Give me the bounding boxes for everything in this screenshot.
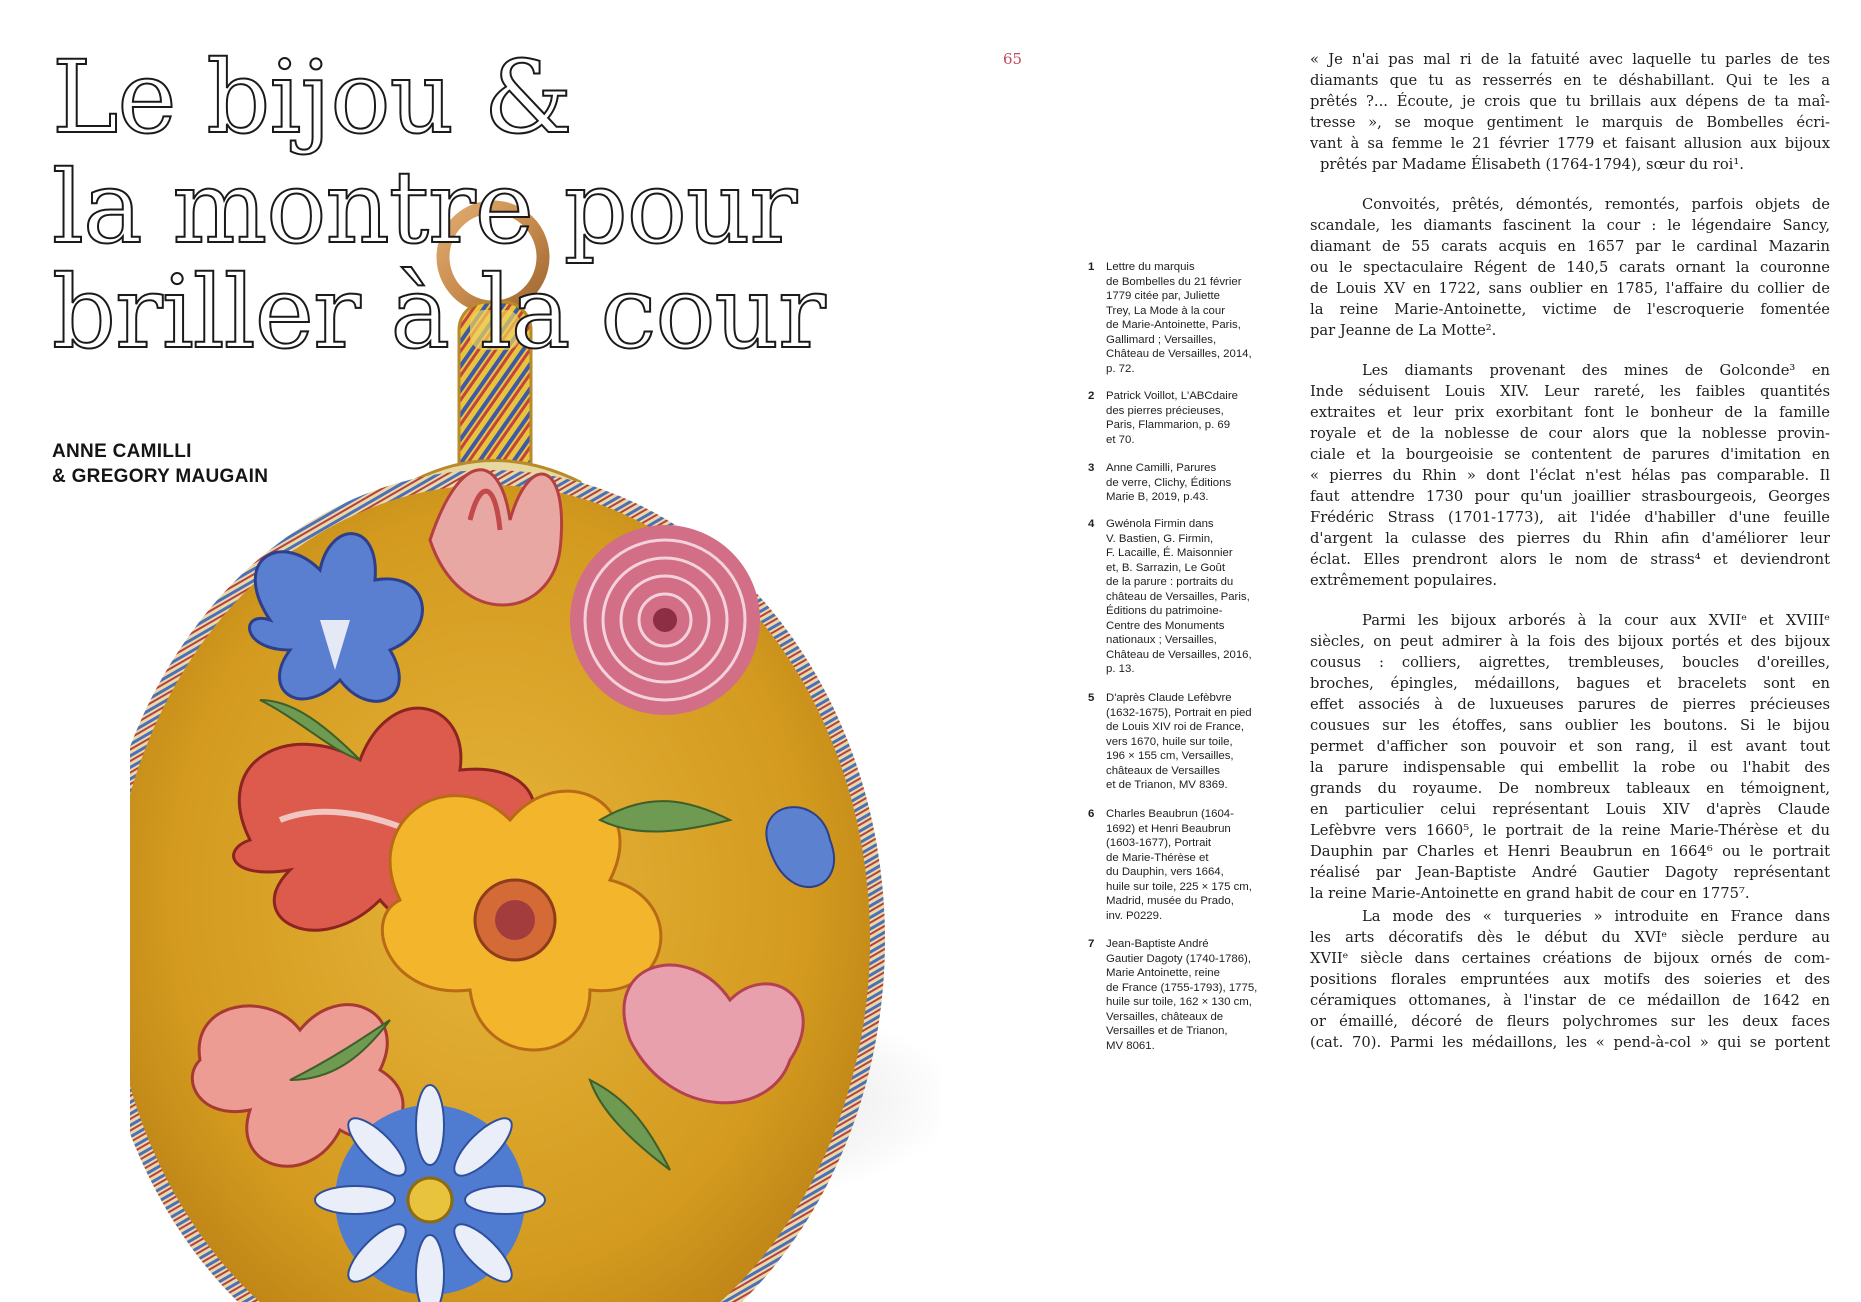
body-line: prêtés par Madame Élisabeth (1764-1794), sœur du roi¹. [1320, 156, 1744, 173]
body-line: permet d'afficher son pouvoir et son rang, il est avant tout [1310, 738, 1830, 755]
body-line: en particulier celui représentant Louis XIV d'après Claude [1310, 801, 1830, 818]
body-line: faut attendre 1730 pour qu'un joaillier strasbourgeois, Georges [1310, 488, 1830, 505]
body-line: cousus : colliers, aigrettes, trembleuses, boucles d'oreilles, [1310, 654, 1830, 671]
footnote-1 [1088, 260, 1284, 376]
body-line: extrêmement populaires. [1310, 572, 1498, 589]
title-line-1: Le bijou & [52, 39, 572, 156]
body-text-column [1310, 49, 1830, 1053]
body-line: scandale, les diamants fascinent la cour : le légendaire Sancy, [1310, 217, 1830, 234]
body-line: Les diamants provenant des mines de Golconde³ en [1362, 362, 1830, 379]
footnote-line: inv. P0229. [1106, 909, 1163, 922]
footnote-line: p. 13. [1106, 663, 1135, 675]
body-line: diamants que tu as resserrés en te déshabillant. Qui te les a [1310, 72, 1830, 89]
body-line: Lefèbvre vers 1660⁵, le portrait de la reine Marie-Thérèse et du [1310, 822, 1830, 839]
footnote-line: Paris, Flammarion, p. 69 [1106, 419, 1231, 431]
body-line: par Jeanne de La Motte². [1310, 322, 1497, 339]
footnote-line: de Marie-Antoinette, Paris, [1106, 319, 1241, 331]
footnote-line: et, B. Sarrazin, Le Goût [1106, 561, 1226, 574]
footnote-line: châteaux de Versailles [1106, 764, 1220, 777]
footnote-line: château de Versailles, Paris, [1106, 590, 1250, 603]
author-line-2: & GREGORY MAUGAIN [52, 466, 269, 487]
footnote-line: nationaux ; Versailles, [1106, 634, 1217, 646]
body-line: vant à sa femme le 21 février 1779 et faisant allusion aux bijoux [1310, 135, 1830, 152]
body-line: extraites et leur prix exorbitant font le bonheur de la famille [1310, 404, 1830, 421]
footnote-4 [1088, 517, 1284, 677]
body-line: Inde séduisent Louis XIV. Leur rareté, les faibles quantités [1310, 383, 1830, 400]
body-line: tresse », se moque gentiment le marquis de Bombelles écri- [1310, 114, 1830, 131]
author-line-1: ANNE CAMILLI [52, 441, 192, 462]
footnote-3 [1088, 461, 1284, 505]
body-line: grands du royaume. De nombreux tableaux en témoignent, [1310, 780, 1830, 797]
body-line: la reine Marie-Antoinette, victime de l'escroquerie fomentée [1310, 301, 1830, 318]
footnote-line: Château de Versailles, 2014, [1106, 348, 1252, 360]
footnote-7 [1088, 937, 1284, 1053]
footnote-line: de Bombelles du 21 février [1106, 275, 1242, 288]
footnote-line: de la parure : portraits du [1106, 576, 1234, 588]
body-line: royale et de la noblesse de cour alors que la noblesse provin- [1310, 425, 1830, 442]
body-line: de Louis XV en 1722, sans oublier en 1785, l'affaire du collier de [1310, 280, 1830, 297]
body-line: Parmi les bijoux arborés à la cour aux XVIIᵉ et XVIIIᵉ [1362, 612, 1830, 629]
body-line: effet associés à de luxueuses parures de pierres précieuses [1310, 696, 1830, 713]
footnote-line: Versailles, châteaux de [1106, 1010, 1224, 1023]
footnote-line: Centre des Monuments [1106, 619, 1225, 632]
body-line: Dauphin par Charles et Henri Beaubrun en 1664⁶ ou le portrait [1310, 843, 1830, 860]
footnote-line: Anne Camilli, Parures [1106, 462, 1217, 474]
body-line: la reine Marie-Antoinette en grand habit de cour en 1775⁷. [1310, 885, 1750, 902]
footnote-line: du Dauphin, vers 1664, [1106, 866, 1224, 878]
body-line: la parure indispensable qui embellit la robe ou l'habit des [1310, 759, 1830, 776]
footnote-line: Charles Beaubrun (1604- [1106, 808, 1234, 820]
body-line: prêtés ?... Écoute, je crois que tu brillais aux dépens de ta maî- [1310, 93, 1830, 110]
footnote-line: V. Bastien, G. Firmin, [1106, 532, 1214, 545]
body-line: ou le spectaculaire Régent de 140,5 carats ornant la couronne [1310, 259, 1830, 276]
paragraph-2 [1310, 194, 1830, 341]
footnote-line: F. Lacaille, É. Maisonnier [1106, 547, 1233, 559]
footnote-line: de verre, Clichy, Éditions [1106, 476, 1232, 489]
footnote-line: p. 72. [1106, 362, 1135, 375]
footnote-line: et de Trianon, MV 8369. [1106, 779, 1228, 791]
body-line: réalisé par Jean-Baptiste André Gautier Dagoty représentant [1310, 864, 1830, 881]
footnote-number: 3 [1088, 462, 1095, 474]
footnote-number: 7 [1088, 938, 1095, 950]
body-line: XVIIᵉ siècle dans certaines créations de bijoux ornés de com- [1310, 950, 1830, 967]
body-line: diamant de 55 carats acquis en 1657 par le cardinal Mazarin [1310, 238, 1830, 255]
footnote-line: Gautier Dagoty (1740-1786), [1106, 952, 1251, 965]
title-line-3: briller à la cour [52, 254, 825, 371]
body-line: les arts décoratifs dès le début du XVIᵉ siècle perdure au [1310, 929, 1830, 946]
footnote-line: 1692) et Henri Beaubrun [1106, 822, 1231, 835]
footnote-line: Trey, La Mode à la cour [1106, 304, 1226, 317]
footnote-number: 4 [1088, 518, 1095, 530]
footnote-line: 1779 citée par, Juliette [1106, 290, 1220, 302]
footnote-5 [1088, 691, 1284, 793]
footnote-2 [1088, 389, 1284, 447]
footnote-line: MV 8061. [1106, 1039, 1155, 1052]
body-line: or émaillé, décoré de fleurs polychromes sur les deux faces [1310, 1013, 1830, 1030]
footnote-line: de Louis XIV roi de France, [1106, 721, 1245, 733]
footnote-line: Éditions du patrimoine- [1106, 605, 1223, 617]
footnote-number: 6 [1088, 808, 1095, 820]
body-line: (cat. 70). Parmi les médaillons, les « pend-à-col » qui se portent [1310, 1034, 1830, 1051]
footnote-line: Madrid, musée du Prado, [1106, 895, 1234, 907]
footnote-line: 196 × 155 cm, Versailles, [1106, 750, 1234, 762]
footnote-line: Lettre du marquis [1106, 261, 1195, 273]
footnote-line: Gwénola Firmin dans [1106, 518, 1214, 530]
paragraph-5 [1310, 906, 1830, 1053]
body-line: broches, épingles, médaillons, bagues et bracelets sont en [1310, 675, 1830, 692]
title-line-2: la montre pour [52, 149, 797, 266]
page-number: 65 [1003, 50, 1023, 68]
body-line: éclat. Elles prendront alors le nom de strass⁴ et deviendront [1310, 551, 1830, 568]
body-line: céramiques ottomanes, à l'instar de ce médaillon de 1642 en [1310, 992, 1830, 1009]
body-line: « pierres du Rhin » dont l'éclat n'est hélas pas comparable. Il [1310, 467, 1830, 484]
paragraph-3 [1310, 360, 1830, 591]
body-line: siècles, on peut admirer à la fois des bijoux portés et des bijoux [1310, 633, 1830, 650]
body-line: Frédéric Strass (1701-1773), ait l'idée d'habiller d'une feuille [1310, 509, 1830, 526]
footnote-line: Jean-Baptiste André [1106, 938, 1209, 950]
body-line: ciale et la bourgeoisie se contentent de parures d'imitation en [1310, 446, 1830, 463]
footnote-line: huile sur toile, 162 × 130 cm, [1106, 996, 1252, 1008]
footnote-line: de France (1755-1793), 1775, [1106, 981, 1258, 994]
body-line: cousues sur les étoffes, sans oublier les boutons. Si le bijou [1310, 717, 1830, 734]
footnote-6 [1088, 807, 1284, 923]
footnote-line: Château de Versailles, 2016, [1106, 648, 1252, 661]
footnote-line: Marie B, 2019, p.43. [1106, 491, 1209, 503]
footnote-number: 1 [1088, 261, 1095, 273]
body-line: d'argent la culasse des pierres du Rhin afin d'améliorer leur [1310, 530, 1830, 547]
footnote-line: huile sur toile, 225 × 175 cm, [1106, 880, 1252, 893]
footnote-line: Patrick Voillot, L'ABCdaire [1106, 390, 1238, 402]
footnote-line: de Marie-Thérèse et [1106, 851, 1209, 864]
footnote-line: Versailles et de Trianon, [1106, 1025, 1228, 1037]
footnote-line: des pierres précieuses, [1106, 404, 1224, 417]
paragraph-4 [1310, 610, 1830, 904]
footnote-number: 2 [1088, 390, 1095, 402]
footnote-line: vers 1670, huile sur toile, [1106, 735, 1233, 748]
body-line: positions florales empruntées aux motifs des soieries et des [1310, 971, 1830, 988]
footnote-line: Marie Antoinette, reine [1106, 967, 1220, 979]
footnote-line: D'après Claude Lefèbvre [1106, 692, 1232, 704]
footnote-number: 5 [1088, 692, 1095, 704]
footnote-line: (1632-1675), Portrait en pied [1106, 706, 1252, 719]
footnote-line: et 70. [1106, 433, 1135, 446]
body-line: La mode des « turqueries » introduite en France dans [1362, 908, 1830, 925]
footnote-line: Gallimard ; Versailles, [1106, 333, 1217, 346]
body-line: Convoités, prêtés, démontés, remontés, parfois objets de [1362, 196, 1830, 213]
footnote-line: (1603-1677), Portrait [1106, 837, 1212, 849]
body-line: « Je n'ai pas mal ri de la fatuité avec laquelle tu parles de tes [1310, 51, 1830, 68]
paragraph-1 [1310, 49, 1830, 175]
